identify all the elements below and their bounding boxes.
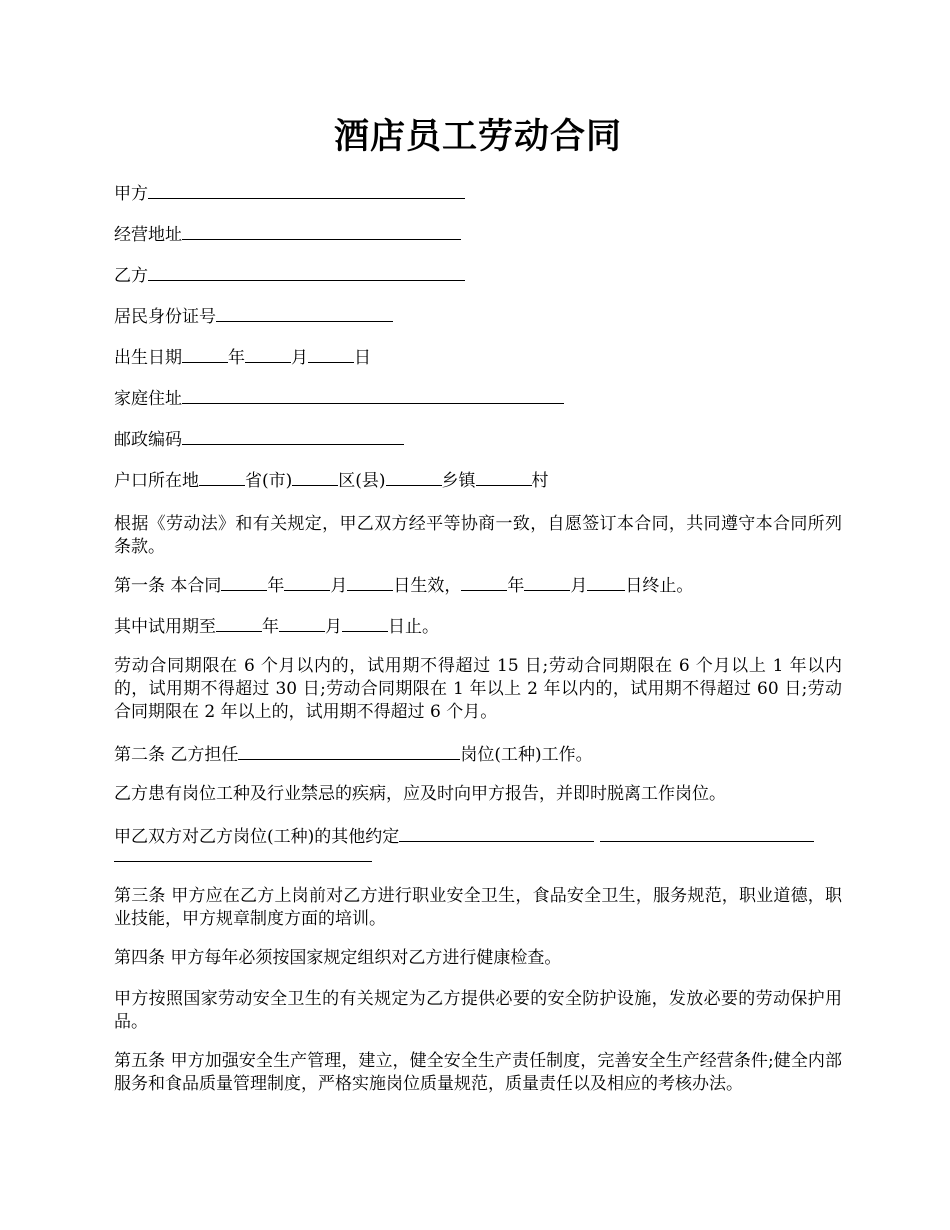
- article1-prefix: 第一条 本合同: [114, 576, 222, 596]
- birth-day-label: 日: [354, 348, 371, 368]
- party-a-label: 甲方: [114, 184, 148, 204]
- town-label: 乡镇: [441, 471, 476, 491]
- start-year-label: 年: [267, 576, 285, 596]
- other-agreement-blank-3[interactable]: [114, 861, 372, 862]
- id-number-line: [114, 304, 842, 329]
- protection-clause: 甲方按照国家劳动安全卫生的有关规定为乙方提供必要的安全防护设施，发放必要的劳动保护用品。: [114, 989, 842, 1032]
- end-year-label: 年: [507, 576, 525, 596]
- hukou-label: 户口所在地: [114, 471, 199, 491]
- postal-code-label: 邮政编码: [114, 430, 182, 450]
- probation-prefix: 其中试用期至: [114, 617, 216, 637]
- probation-month-blank[interactable]: [279, 614, 325, 632]
- end-year-blank[interactable]: [461, 573, 507, 591]
- home-address-label: 家庭住址: [114, 389, 182, 409]
- probation-day-blank[interactable]: [342, 614, 388, 632]
- article4-paragraph: 第四条 甲方每年必须按国家规定组织对乙方进行健康检查。: [114, 948, 562, 968]
- hukou-line: [114, 468, 842, 493]
- business-address-line: [114, 222, 842, 247]
- party-a-line: [114, 181, 842, 206]
- probation-year-label: 年: [262, 617, 279, 637]
- province-label: 省(市): [245, 471, 293, 491]
- article1-effective: 日生效，: [393, 576, 462, 596]
- article1-line: [114, 573, 842, 598]
- birth-year-label: 年: [228, 348, 245, 368]
- party-b-blank[interactable]: [148, 263, 465, 281]
- postal-code-line: [114, 427, 842, 452]
- party-a-blank[interactable]: [148, 181, 465, 199]
- business-address-label: 经营地址: [114, 225, 182, 245]
- other-agreement-label: 甲乙双方对乙方岗位(工种)的其他约定: [114, 827, 400, 847]
- id-number-blank[interactable]: [216, 304, 393, 322]
- other-agreement-blank-2[interactable]: [600, 824, 814, 842]
- article2-prefix: 第二条 乙方担任: [114, 745, 239, 765]
- start-month-blank[interactable]: [284, 573, 330, 591]
- home-address-line: [114, 386, 842, 411]
- disease-clause: 乙方患有岗位工种及行业禁忌的疾病，应及时向甲方报告，并即时脱离工作岗位。: [114, 784, 726, 804]
- birth-month-label: 月: [291, 348, 308, 368]
- probation-end: 日止。: [388, 617, 439, 637]
- birth-date-line: [114, 345, 842, 370]
- article2-suffix: 岗位(工种)工作。: [460, 745, 593, 765]
- party-b-label: 乙方: [114, 266, 148, 286]
- id-number-label: 居民身份证号: [114, 307, 216, 327]
- document-title: 酒店员工劳动合同: [333, 116, 622, 157]
- article3-paragraph: 第三条 甲方应在乙方上岗前对乙方进行职业安全卫生，食品安全卫生，服务规范，职业道德，职业技能，甲方规章制度方面的培训。: [114, 886, 842, 929]
- district-label: 区(县): [338, 471, 386, 491]
- home-address-blank[interactable]: [182, 386, 564, 404]
- probation-rule-paragraph: 劳动合同期限在 6 个月以内的，试用期不得超过 15 日;劳动合同期限在 6 个月以上 1 年以内的，试用期不得超过 30 日;劳动合同期限在 1 年以上 2 年以内的，试用期不得超过 60 日;劳动合同期限在 2 年以上的，试用期不得超过 6 个月。: [114, 656, 842, 722]
- probation-line: [114, 614, 842, 639]
- postal-code-blank[interactable]: [182, 427, 404, 445]
- party-b-line: [114, 263, 842, 288]
- province-blank[interactable]: [199, 468, 245, 486]
- birth-month-blank[interactable]: [245, 345, 291, 363]
- business-address-blank[interactable]: [182, 222, 461, 240]
- birth-date-label: 出生日期: [114, 348, 182, 368]
- article1-terminate: 日终止。: [625, 576, 694, 596]
- town-blank[interactable]: [386, 468, 442, 486]
- article2-line: [114, 742, 842, 767]
- probation-year-blank[interactable]: [216, 614, 262, 632]
- birth-day-blank[interactable]: [308, 345, 354, 363]
- other-agreement-line: [114, 824, 842, 849]
- position-blank[interactable]: [238, 742, 460, 760]
- birth-year-blank[interactable]: [182, 345, 228, 363]
- article5-paragraph: 第五条 甲方加强安全生产管理，建立，健全安全生产责任制度，完善安全生产经营条件;健全内部服务和食品质量管理制度，严格实施岗位质量规范，质量责任以及相应的考核办法。: [114, 1051, 842, 1094]
- start-month-label: 月: [330, 576, 348, 596]
- district-blank[interactable]: [292, 468, 338, 486]
- other-agreement-blank-1[interactable]: [399, 824, 594, 842]
- end-day-blank[interactable]: [587, 573, 625, 591]
- start-year-blank[interactable]: [221, 573, 267, 591]
- end-month-blank[interactable]: [524, 573, 570, 591]
- village-label: 村: [531, 471, 549, 491]
- intro-paragraph: 根据《劳动法》和有关规定，甲乙双方经平等协商一致，自愿签订本合同，共同遵守本合同所列条款。: [114, 514, 842, 557]
- end-month-label: 月: [570, 576, 588, 596]
- start-day-blank[interactable]: [347, 573, 393, 591]
- village-blank[interactable]: [476, 468, 532, 486]
- probation-month-label: 月: [325, 617, 342, 637]
